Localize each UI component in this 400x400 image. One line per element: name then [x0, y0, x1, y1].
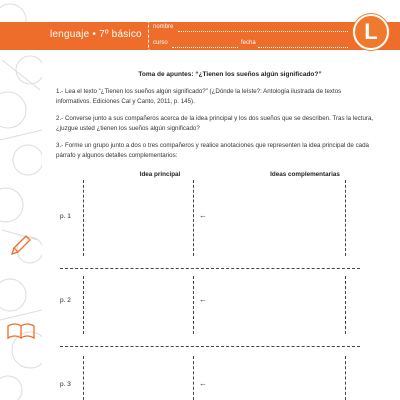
book-icon: [8, 324, 34, 338]
row-label-p3: p. 3: [60, 381, 71, 388]
row-separator: [60, 268, 360, 269]
column-header-main-idea: Idea principal: [139, 171, 181, 178]
left-arrow-icon: ←: [199, 211, 207, 220]
name-field-line[interactable]: [178, 31, 348, 32]
instruction-3: 3.- Forme un grupo junto a dos o tres compañeros y realice anotaciones que representen la idea principal de cada párrafo y algunos detalles complementarios:: [56, 142, 370, 159]
subject-name: lenguaje: [50, 29, 90, 40]
left-arrow-icon: ←: [199, 379, 207, 388]
table-right-border: [345, 276, 346, 334]
left-arrow-icon: ←: [199, 295, 207, 304]
subject-separator: •: [92, 29, 97, 40]
row-label-p2: p. 2: [60, 297, 71, 304]
table-middle-border: [193, 356, 194, 400]
date-field-label: fecha: [241, 40, 256, 46]
document-title: Toma de apuntes: “¿Tienen los sueños algún significado?”: [138, 71, 322, 78]
instruction-1: 1.- Lea el texto “¿Tienen los sueños algún significado?” (¿Dónde la leíste?: Antología ilustrada de textos informativos. Ediciones Cal y Canto, 2011, p. 145).: [56, 88, 342, 105]
table-right-border: [345, 356, 346, 400]
column-header-complementary: Ideas complementarias: [270, 171, 340, 178]
name-field-label: nombre: [153, 24, 174, 30]
row-separator: [60, 346, 360, 347]
instruction-2: 2.- Converse junto a sus compañeros acerca de la idea principal y los dos sueños que se describen. Tras la lectura, ¿juzgue usted ¿tienen los sueños algún significado?: [56, 115, 374, 132]
table-right-border: [345, 180, 346, 256]
course-field-label: curso: [153, 40, 168, 46]
decorative-sidebar: [0, 0, 42, 400]
pencil-icon: [12, 236, 30, 254]
table-left-border: [83, 180, 84, 256]
date-field-line[interactable]: [258, 47, 348, 48]
table-left-border: [83, 276, 84, 334]
subject-logo: L: [353, 14, 389, 50]
sidebar-doodles-icon: [0, 0, 42, 400]
grade-name: 7º básico: [99, 29, 142, 40]
subject-label: [50, 29, 142, 40]
table-left-border: [83, 356, 84, 400]
course-field-line[interactable]: [172, 47, 238, 48]
table-middle-border: [193, 276, 194, 334]
row-label-p1: p. 1: [60, 213, 71, 220]
table-middle-border: [193, 180, 194, 256]
